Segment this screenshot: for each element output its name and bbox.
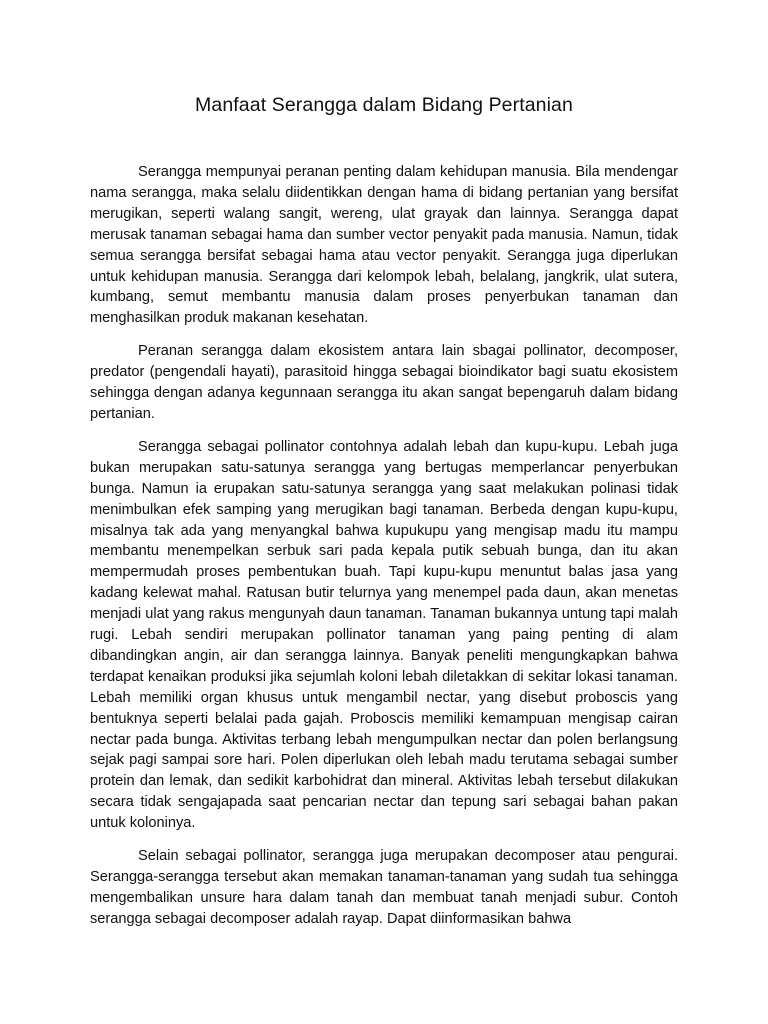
paragraph-1: Serangga mempunyai peranan penting dalam kehidupan manusia. Bila mendengar nama serangga, maka selalu diidentikkan dengan hama di bidang pertanian yang bersifat merugikan, seperti walang sangit, wereng, ulat grayak dan lainnya. Serangga dapat merusak tanaman sebagai hama dan sumber vector penyakit pada manusia. Namun, tidak semua serangga bersifat sebagai hama atau vector penyakit. Serangga juga diperlukan untuk kehidupan manusia. Serangga dari kelompok lebah, belalang, jangkrik, ulat sutera, kumbang, semut membantu manusia dalam proses penyerbukan tanaman dan menghasilkan produk makanan kesehatan. [90,164,678,327]
paragraph-2: Peranan serangga dalam ekosistem antara lain sbagai pollinator, decomposer, predator (pengendali hayati), parasitoid hingga sebagai bioindikator bagi suatu ekosistem sehingga dengan adanya kegunnaan serangga itu akan sangat bepengaruh dalam bidang pertanian. [90,343,678,422]
paragraph-4: Selain sebagai pollinator, serangga juga merupakan decomposer atau pengurai. Serangga-serangga tersebut akan memakan tanaman-tanaman yang sudah tua sehingga mengembalikan unsure hara dalam tanah dan membuat tanah menjadi subur. Contoh serangga sebagai decomposer adalah rayap. Dapat diinformasikan bahwa [90,848,678,927]
paragraph-3: Serangga sebagai pollinator contohnya adalah lebah dan kupu-kupu. Lebah juga bukan merupakan satu-satunya serangga yang bertugas memperlancar penyerbukan bunga. Namun ia erupakan satu-satunya serangga yang saat melakukan polinasi tidak menimbulkan efek samping yang merugikan bagi tanaman. Berbeda dengan kupu-kupu, misalnya tak ada yang menyangkal bahwa kupukupu yang mengisap madu itu mampu membantu menempelkan serbuk sari pada kepala putik sebuah bunga, dan itu akan mempermudah proses pembentukan buah. Tapi kupu-kupu menuntut balas jasa yang kadang kelewat mahal. Ratusan butir telurnya yang menempel pada daun, akan menetas menjadi ulat yang rakus mengunyah daun tanaman. Tanaman bukannya untung tapi malah rugi. Lebah sendiri merupakan pollinator tanaman yang paing penting di alam dibandingkan angin, air dan serangga lainnya. Banyak peneliti mengungkapkan bahwa terdapat kenaikan produksi jika sejumlah koloni lebah diletakkan di sekitar lokasi tanaman. Lebah memiliki organ khusus untuk mengambil nectar, yang disebut proboscis yang bentuknya seperti belalai pada gajah. Proboscis memiliki kemampuan mengisap cairan nectar pada bunga. Aktivitas terbang lebah mengumpulkan nectar dan polen berlangsung sejak pagi sampai sore hari. Polen diperlukan oleh lebah madu terutama sebagai sumber protein dan lemak, dan sedikit karbohidrat dan mineral. Aktivitas lebah tersebut dilakukan secara tidak sengajapada saat pencarian nectar dan tepung sari sebagai bahan pakan untuk koloninya. [90,438,678,832]
document-page [90,88,678,942]
document-title: Manfaat Serangga dalam Bidang Pertanian [195,94,573,116]
document-body [90,162,678,930]
